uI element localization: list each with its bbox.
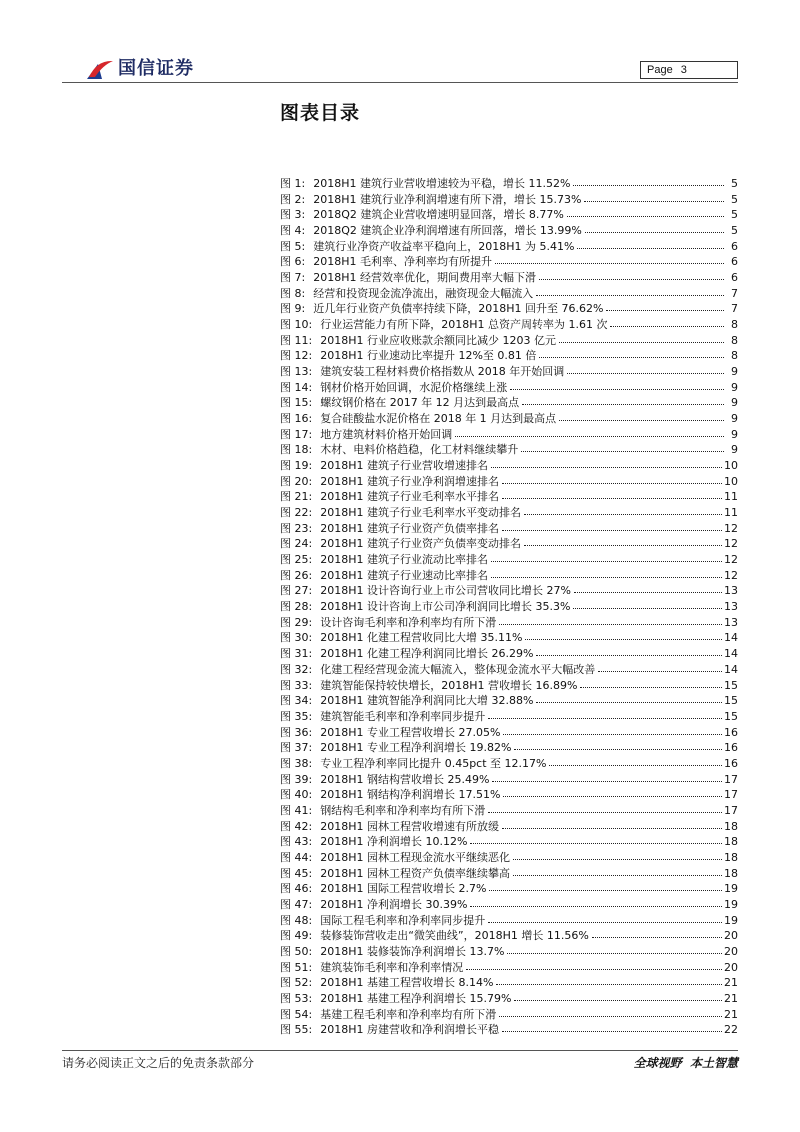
toc-entry-label: 图 45: bbox=[280, 866, 313, 880]
toc-leader-dots bbox=[598, 671, 722, 672]
toc-entry-page: 12 bbox=[724, 537, 738, 551]
toc-leader-dots bbox=[502, 828, 722, 829]
toc-entry[interactable] bbox=[280, 536, 738, 552]
toc-entry[interactable] bbox=[280, 834, 738, 850]
toc-entry-title: 钢材价格开始回调，水泥价格继续上涨 bbox=[320, 380, 508, 394]
toc-leader-dots bbox=[496, 984, 722, 985]
toc-entry-label: 图 4: bbox=[280, 224, 306, 238]
toc-entry[interactable] bbox=[280, 380, 738, 396]
toc-entry-label: 图 51: bbox=[280, 960, 313, 974]
toc-leader-dots bbox=[524, 545, 722, 546]
toc-entry-title: 2018Q2 建筑企业净利润增速有所回落，增长 13.99% bbox=[313, 224, 582, 238]
toc-entry-label: 图 1: bbox=[280, 177, 306, 190]
toc-entry-title: 地方建筑材料价格开始回调 bbox=[320, 427, 453, 441]
toc-entry-label: 图 34: bbox=[280, 694, 313, 708]
toc-leader-dots bbox=[567, 216, 724, 217]
toc-entry-label: 图 22: bbox=[280, 506, 313, 520]
toc-entry[interactable] bbox=[280, 678, 738, 694]
toc-entry-title: 2018H1 建筑子行业资产负债率变动排名 bbox=[320, 537, 521, 551]
toc-entry[interactable] bbox=[280, 395, 738, 411]
toc-entry[interactable] bbox=[280, 928, 738, 944]
toc-leader-dots bbox=[577, 248, 724, 249]
toc-leader-dots bbox=[502, 498, 722, 499]
toc-entry-title: 2018H1 建筑子行业净利润增速排名 bbox=[320, 474, 499, 488]
toc-leader-dots bbox=[522, 404, 724, 405]
toc-leader-dots bbox=[585, 232, 724, 233]
toc-entry[interactable] bbox=[280, 286, 738, 302]
toc-leader-dots bbox=[559, 342, 724, 343]
toc-entry-title: 装修装饰营收走出“微笑曲线”，2018H1 增长 11.56% bbox=[320, 929, 589, 943]
toc-entry[interactable] bbox=[280, 239, 738, 255]
toc-entry-title: 建筑智能毛利率和净利率同步提升 bbox=[320, 709, 486, 723]
toc-entry-label: 图 50: bbox=[280, 944, 313, 958]
header-divider bbox=[62, 82, 738, 83]
toc-entry-title: 2018H1 房建营收和净利润增长平稳 bbox=[320, 1023, 499, 1037]
toc-leader-dots bbox=[567, 373, 724, 374]
toc-entry-page: 9 bbox=[731, 443, 738, 457]
toc-leader-dots bbox=[499, 624, 722, 625]
toc-entry-title: 2018H1 建筑行业净利润增速有所下滑，增长 15.73% bbox=[313, 192, 582, 206]
toc-entry-title: 建筑智能保持较快增长，2018H1 营收增长 16.89% bbox=[320, 678, 578, 692]
toc-leader-dots bbox=[503, 734, 722, 735]
toc-entry[interactable] bbox=[280, 740, 738, 756]
toc-entry-page: 13 bbox=[724, 584, 738, 598]
toc-leader-dots bbox=[514, 1000, 722, 1001]
toc-entry-page: 8 bbox=[731, 333, 738, 347]
toc-entry-title: 木材、电料价格趋稳，化工材料继续攀升 bbox=[320, 443, 519, 457]
toc-leader-dots bbox=[592, 937, 722, 938]
toc-entry[interactable] bbox=[280, 568, 738, 584]
toc-entry-page: 13 bbox=[724, 615, 738, 629]
toc-entry-title: 复合硅酸盐水泥价格在 2018 年 1 月达到最高点 bbox=[320, 412, 557, 426]
toc-entry[interactable] bbox=[280, 693, 738, 709]
toc-entry[interactable] bbox=[280, 960, 738, 976]
toc-entry-page: 15 bbox=[724, 678, 738, 692]
toc-entry-label: 图 47: bbox=[280, 897, 313, 911]
toc-entry-page: 19 bbox=[724, 897, 738, 911]
toc-entry-label: 图 35: bbox=[280, 709, 313, 723]
toc-leader-dots bbox=[489, 890, 722, 891]
toc-entry-page: 13 bbox=[724, 600, 738, 614]
toc-entry-label: 图 24: bbox=[280, 537, 313, 551]
toc-entry-title: 螺纹钢价格在 2017 年 12 月达到最高点 bbox=[320, 396, 520, 410]
toc-entry[interactable] bbox=[280, 850, 738, 866]
toc-entry[interactable] bbox=[280, 301, 738, 317]
toc-entry-label: 图 37: bbox=[280, 741, 313, 755]
toc-entry-page: 21 bbox=[724, 991, 738, 1005]
toc-entry-page: 17 bbox=[724, 772, 738, 786]
toc-leader-dots bbox=[524, 514, 722, 515]
toc-entry-title: 化建工程经营现金流大幅流入，整体现金流水平大幅改善 bbox=[320, 662, 596, 676]
toc-leader-dots bbox=[536, 702, 722, 703]
toc-entry[interactable] bbox=[280, 254, 738, 270]
toc-entry-label: 图 2: bbox=[280, 192, 306, 206]
toc-entry-label: 图 27: bbox=[280, 584, 313, 598]
toc-entry-title: 设计咨询毛利率和净利率均有所下滑 bbox=[320, 615, 497, 629]
toc-leader-dots bbox=[492, 781, 722, 782]
toc-entry-title: 经营和投资现金流净流出，融资现金大幅流入 bbox=[313, 286, 534, 300]
toc-entry[interactable] bbox=[280, 803, 738, 819]
toc-leader-dots bbox=[580, 687, 722, 688]
toc-leader-dots bbox=[536, 655, 722, 656]
toc-entry[interactable] bbox=[280, 427, 738, 443]
toc-entry-label: 图 8: bbox=[280, 286, 306, 300]
toc-leader-dots bbox=[488, 718, 722, 719]
toc-leader-dots bbox=[584, 201, 724, 202]
toc-entry-page: 9 bbox=[731, 396, 738, 410]
toc-entry-title: 2018H1 基建工程净利润增长 15.79% bbox=[320, 991, 512, 1005]
toc-entry-page: 18 bbox=[724, 835, 738, 849]
toc-leader-dots bbox=[491, 467, 722, 468]
toc-leader-dots bbox=[502, 1031, 722, 1032]
toc-entry-page: 19 bbox=[724, 913, 738, 927]
toc-entry-page: 10 bbox=[724, 459, 738, 473]
toc-entry[interactable] bbox=[280, 223, 738, 239]
toc-leader-dots bbox=[539, 357, 724, 358]
toc-entry-title: 专业工程净利率同比提升 0.45pct 至 12.17% bbox=[320, 756, 547, 770]
toc-entry-title: 2018H1 行业应收账款余额同比减少 1203 亿元 bbox=[320, 333, 556, 347]
toc-leader-dots bbox=[536, 295, 724, 296]
toc-entry[interactable] bbox=[280, 521, 738, 537]
toc-entry-label: 图 7: bbox=[280, 271, 306, 285]
toc-entry-label: 图 52: bbox=[280, 976, 313, 990]
toc-entry-title: 国际工程毛利率和净利率同步提升 bbox=[320, 913, 486, 927]
toc-entry[interactable] bbox=[280, 913, 738, 929]
toc-entry[interactable] bbox=[280, 348, 738, 364]
toc-entry-label: 图 3: bbox=[280, 208, 306, 222]
toc-entry[interactable] bbox=[280, 944, 738, 960]
toc-entry-label: 图 31: bbox=[280, 647, 313, 661]
toc-entry[interactable] bbox=[280, 662, 738, 678]
toc-entry-label: 图 25: bbox=[280, 553, 313, 567]
toc-entry-label: 图 53: bbox=[280, 991, 313, 1005]
toc-leader-dots bbox=[513, 875, 722, 876]
toc-entry[interactable] bbox=[280, 552, 738, 568]
toc-entry-page: 6 bbox=[731, 271, 738, 285]
toc-entry[interactable] bbox=[280, 270, 738, 286]
toc-leader-dots bbox=[606, 310, 724, 311]
toc-entry[interactable] bbox=[280, 333, 738, 349]
toc-entry-title: 2018H1 国际工程营收增长 2.7% bbox=[320, 882, 487, 896]
toc-entry-title: 2018H1 建筑行业营收增速较为平稳，增长 11.52% bbox=[313, 177, 571, 190]
toc-leader-dots bbox=[455, 436, 724, 437]
toc-leader-dots bbox=[488, 812, 722, 813]
toc-entry-title: 建筑装饰毛利率和净利率情况 bbox=[320, 960, 464, 974]
toc-entry-page: 21 bbox=[724, 1007, 738, 1021]
toc-entry-page: 18 bbox=[724, 819, 738, 833]
toc-leader-dots bbox=[503, 796, 722, 797]
company-logo bbox=[84, 56, 194, 82]
toc-entry[interactable] bbox=[280, 474, 738, 490]
toc-entry-page: 5 bbox=[731, 208, 738, 222]
toc-entry-page: 16 bbox=[724, 756, 738, 770]
toc-entry-label: 图 41: bbox=[280, 803, 313, 817]
toc-entry-page: 12 bbox=[724, 521, 738, 535]
toc-entry[interactable] bbox=[280, 787, 738, 803]
toc-entry-title: 2018H1 设计咨询上市公司净利润同比增长 35.3% bbox=[320, 600, 571, 614]
toc-entry-label: 图 48: bbox=[280, 913, 313, 927]
toc-entry-title: 2018H1 专业工程净利润增长 19.82% bbox=[320, 741, 512, 755]
toc-entry-title: 2018H1 园林工程营收增速有所放缓 bbox=[320, 819, 499, 833]
toc-entry-page: 20 bbox=[724, 944, 738, 958]
toc-entry-label: 图 30: bbox=[280, 631, 313, 645]
toc-entry-title: 2018H1 建筑子行业营收增速排名 bbox=[320, 459, 488, 473]
toc-entry-page: 12 bbox=[724, 568, 738, 582]
toc-entry-page: 5 bbox=[731, 224, 738, 238]
footer-divider bbox=[62, 1050, 738, 1051]
toc-entry-page: 6 bbox=[731, 255, 738, 269]
footer-disclaimer: 请务必阅读正文之后的免责条款部分 bbox=[62, 1056, 255, 1070]
toc-entry-label: 图 42: bbox=[280, 819, 313, 833]
toc-entry[interactable] bbox=[280, 411, 738, 427]
toc-entry[interactable] bbox=[280, 630, 738, 646]
toc-entry[interactable] bbox=[280, 615, 738, 631]
toc-entry-title: 2018H1 钢结构营收增长 25.49% bbox=[320, 772, 490, 786]
toc-entry-label: 图 6: bbox=[280, 255, 306, 269]
toc-entry-page: 20 bbox=[724, 929, 738, 943]
toc-entry-page: 9 bbox=[731, 412, 738, 426]
toc-entry[interactable] bbox=[280, 772, 738, 788]
toc-leader-dots bbox=[507, 953, 722, 954]
toc-entry[interactable] bbox=[280, 458, 738, 474]
toc-entry-label: 图 10: bbox=[280, 318, 313, 332]
toc-entry-page: 14 bbox=[724, 647, 738, 661]
toc-leader-dots bbox=[525, 639, 722, 640]
toc-entry-title: 2018H1 园林工程现金流水平继续恶化 bbox=[320, 850, 510, 864]
toc-leader-dots bbox=[470, 906, 722, 907]
toc-entry-page: 11 bbox=[724, 490, 738, 504]
guosen-logo-icon bbox=[84, 57, 114, 81]
toc-entry-label: 图 54: bbox=[280, 1007, 313, 1021]
toc-entry-page: 5 bbox=[731, 192, 738, 206]
toc-entry-title: 建筑安装工程材料费价格指数从 2018 年开始回调 bbox=[320, 365, 565, 379]
toc-entry-title: 建筑行业净资产收益率平稳向上，2018H1 为 5.41% bbox=[313, 239, 575, 253]
toc-entry-label: 图 32: bbox=[280, 662, 313, 676]
toc-entry-page: 16 bbox=[724, 725, 738, 739]
toc-entry-page: 22 bbox=[724, 1023, 738, 1037]
toc-leader-dots bbox=[539, 279, 724, 280]
toc-entry-title: 2018Q2 建筑企业营收增速明显回落，增长 8.77% bbox=[313, 208, 564, 222]
toc-entry[interactable] bbox=[280, 709, 738, 725]
toc-entry-page: 7 bbox=[731, 286, 738, 300]
toc-entry-label: 图 16: bbox=[280, 412, 313, 426]
toc-entry[interactable] bbox=[280, 991, 738, 1007]
toc-entry[interactable] bbox=[280, 207, 738, 223]
toc-entry-label: 图 12: bbox=[280, 349, 313, 363]
toc-leader-dots bbox=[573, 608, 722, 609]
toc-leader-dots bbox=[502, 530, 722, 531]
toc-entry[interactable] bbox=[280, 505, 738, 521]
toc-entry-label: 图 18: bbox=[280, 443, 313, 457]
toc-leader-dots bbox=[549, 765, 722, 766]
toc-entry-label: 图 28: bbox=[280, 600, 313, 614]
toc-entry-page: 15 bbox=[724, 709, 738, 723]
toc-entry[interactable] bbox=[280, 192, 738, 208]
toc-entry[interactable] bbox=[280, 897, 738, 913]
toc-entry-page: 9 bbox=[731, 365, 738, 379]
toc-entry-title: 2018H1 装修装饰净利润增长 13.7% bbox=[320, 944, 505, 958]
toc-entry[interactable] bbox=[280, 1007, 738, 1023]
toc-entry-page: 8 bbox=[731, 349, 738, 363]
toc-entry-title: 2018H1 净利润增长 10.12% bbox=[320, 835, 468, 849]
toc-leader-dots bbox=[573, 185, 724, 186]
toc-entry-title: 钢结构毛利率和净利率均有所下滑 bbox=[320, 803, 486, 817]
toc-leader-dots bbox=[491, 577, 722, 578]
toc-leader-dots bbox=[495, 263, 724, 264]
toc-entry-page: 14 bbox=[724, 662, 738, 676]
toc-entry-title: 2018H1 基建工程营收增长 8.14% bbox=[320, 976, 494, 990]
toc-entry-title: 2018H1 建筑子行业流动比率排名 bbox=[320, 553, 488, 567]
company-logo-text: 国信证券 bbox=[118, 58, 194, 79]
toc-entry-title: 2018H1 毛利率、净利率均有所提升 bbox=[313, 255, 492, 269]
toc-entry[interactable] bbox=[280, 599, 738, 615]
toc-leader-dots bbox=[502, 483, 722, 484]
toc-leader-dots bbox=[521, 451, 724, 452]
toc-entry-label: 图 13: bbox=[280, 365, 313, 379]
toc-entry-title: 2018H1 建筑子行业速动比率排名 bbox=[320, 568, 488, 582]
toc-entry-label: 图 36: bbox=[280, 725, 313, 739]
toc-entry-title: 2018H1 专业工程营收增长 27.05% bbox=[320, 725, 501, 739]
toc-entry-label: 图 38: bbox=[280, 756, 313, 770]
toc-leader-dots bbox=[470, 843, 722, 844]
toc-entry-title: 2018H1 化建工程营收同比大增 35.11% bbox=[320, 631, 523, 645]
toc-entry-label: 图 20: bbox=[280, 474, 313, 488]
page-number: 3 bbox=[680, 64, 687, 76]
toc-entry-page: 18 bbox=[724, 850, 738, 864]
toc-leader-dots bbox=[491, 561, 722, 562]
toc-entry-label: 图 39: bbox=[280, 772, 313, 786]
toc-entry-title: 2018H1 钢结构净利润增长 17.51% bbox=[320, 788, 501, 802]
toc-entry-label: 图 21: bbox=[280, 490, 313, 504]
toc-entry-label: 图 23: bbox=[280, 521, 313, 535]
toc-entry-page: 20 bbox=[724, 960, 738, 974]
toc-leader-dots bbox=[510, 389, 724, 390]
toc-entry-page: 5 bbox=[731, 177, 738, 190]
toc-entry[interactable] bbox=[280, 317, 738, 333]
toc-entry[interactable] bbox=[280, 489, 738, 505]
toc-entry-page: 16 bbox=[724, 741, 738, 755]
toc-leader-dots bbox=[488, 922, 722, 923]
toc-entry-title: 2018H1 建筑智能净利润同比大增 32.88% bbox=[320, 694, 534, 708]
footer-slogan: 全球视野 本土智慧 bbox=[633, 1056, 738, 1070]
toc-heading: 图表目录 bbox=[280, 102, 361, 124]
toc-entry-page: 21 bbox=[724, 976, 738, 990]
toc-leader-dots bbox=[466, 969, 722, 970]
toc-entry-page: 9 bbox=[731, 427, 738, 441]
toc-leader-dots bbox=[574, 592, 722, 593]
toc-entry-title: 基建工程毛利率和净利率均有所下滑 bbox=[320, 1007, 497, 1021]
toc-entry-page: 11 bbox=[724, 506, 738, 520]
toc-entry[interactable] bbox=[280, 881, 738, 897]
toc-entry[interactable] bbox=[280, 725, 738, 741]
toc-entry-label: 图 33: bbox=[280, 678, 313, 692]
toc-entry[interactable] bbox=[280, 583, 738, 599]
toc-leader-dots bbox=[499, 1016, 722, 1017]
toc-entry-label: 图 44: bbox=[280, 850, 313, 864]
toc-entry-title: 2018H1 化建工程净利润同比增长 26.29% bbox=[320, 647, 534, 661]
toc-leader-dots bbox=[559, 420, 724, 421]
toc-entry-label: 图 26: bbox=[280, 568, 313, 582]
toc-entry[interactable] bbox=[280, 364, 738, 380]
toc-entry[interactable] bbox=[280, 819, 738, 835]
toc-entry[interactable] bbox=[280, 442, 738, 458]
toc-entry[interactable] bbox=[280, 756, 738, 772]
toc-leader-dots bbox=[610, 326, 724, 327]
toc-entry-label: 图 29: bbox=[280, 615, 313, 629]
toc-entry-page: 17 bbox=[724, 803, 738, 817]
toc-entry-page: 9 bbox=[731, 380, 738, 394]
toc-entry-page: 18 bbox=[724, 866, 738, 880]
toc-entry-title: 2018H1 行业速动比率提升 12%至 0.81 倍 bbox=[320, 349, 537, 363]
toc-entry-label: 图 46: bbox=[280, 882, 313, 896]
toc-entry-label: 图 14: bbox=[280, 380, 313, 394]
toc-entry-page: 8 bbox=[731, 318, 738, 332]
toc-entry[interactable] bbox=[280, 1022, 738, 1038]
toc-entry-title: 2018H1 建筑子行业毛利率水平变动排名 bbox=[320, 506, 521, 520]
toc-entry-page: 10 bbox=[724, 474, 738, 488]
toc-entry-label: 图 17: bbox=[280, 427, 313, 441]
toc-entry-label: 图 40: bbox=[280, 788, 313, 802]
toc-entry-title: 2018H1 建筑子行业毛利率水平排名 bbox=[320, 490, 499, 504]
page-indicator bbox=[640, 61, 738, 79]
toc-entry-title: 2018H1 建筑子行业资产负债率排名 bbox=[320, 521, 499, 535]
toc-entry-label: 图 19: bbox=[280, 459, 313, 473]
toc-entry-title: 近几年行业资产负债率持续下降，2018H1 回升至 76.62% bbox=[313, 302, 604, 316]
toc-entry[interactable] bbox=[280, 176, 738, 192]
toc-entry-label: 图 15: bbox=[280, 396, 313, 410]
toc-leader-dots bbox=[514, 749, 722, 750]
toc-entry-label: 图 43: bbox=[280, 835, 313, 849]
toc-entry-page: 19 bbox=[724, 882, 738, 896]
toc-entry-title: 2018H1 净利润增长 30.39% bbox=[320, 897, 468, 911]
toc-entry[interactable] bbox=[280, 975, 738, 991]
toc-entry[interactable] bbox=[280, 646, 738, 662]
toc-entry-page: 7 bbox=[731, 302, 738, 316]
toc-entry-label: 图 49: bbox=[280, 929, 313, 943]
toc-leader-dots bbox=[513, 859, 722, 860]
toc-entry-label: 图 5: bbox=[280, 239, 306, 253]
toc-entry-page: 15 bbox=[724, 694, 738, 708]
toc-entry-label: 图 9: bbox=[280, 302, 306, 316]
toc-entry-page: 6 bbox=[731, 239, 738, 253]
toc-entry-page: 12 bbox=[724, 553, 738, 567]
toc-entry[interactable] bbox=[280, 866, 738, 882]
figure-list bbox=[280, 176, 738, 1038]
toc-entry-label: 图 11: bbox=[280, 333, 313, 347]
toc-entry-title: 2018H1 设计咨询行业上市公司营收同比增长 27% bbox=[320, 584, 571, 598]
page-label: Page bbox=[647, 64, 673, 76]
toc-entry-label: 图 55: bbox=[280, 1023, 313, 1037]
toc-entry-page: 14 bbox=[724, 631, 738, 645]
toc-entry-page: 17 bbox=[724, 788, 738, 802]
toc-entry-title: 行业运营能力有所下降，2018H1 总资产周转率为 1.61 次 bbox=[320, 318, 608, 332]
toc-entry-title: 2018H1 园林工程资产负债率继续攀高 bbox=[320, 866, 510, 880]
toc-entry-title: 2018H1 经营效率优化，期间费用率大幅下滑 bbox=[313, 271, 536, 285]
